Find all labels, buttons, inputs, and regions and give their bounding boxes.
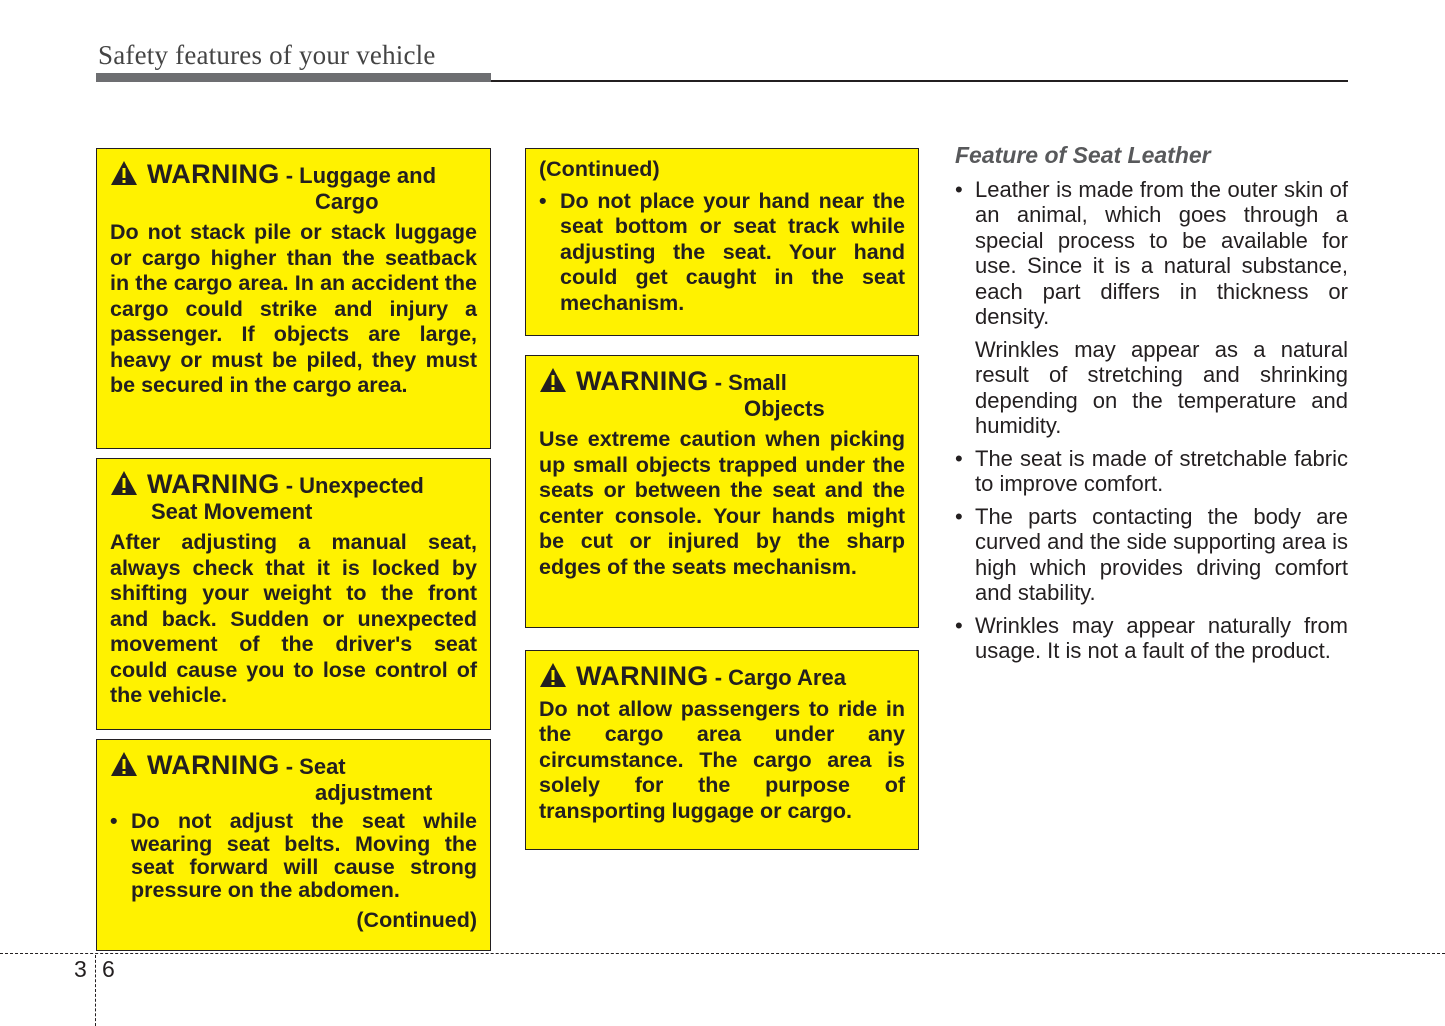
warning-luggage-cargo bbox=[96, 148, 491, 449]
page-number: 6 bbox=[102, 956, 115, 982]
warning-triangle-icon bbox=[539, 367, 567, 393]
warning-cargo-area bbox=[525, 650, 919, 850]
warning-continued bbox=[525, 148, 919, 336]
warning-triangle-icon bbox=[539, 662, 567, 688]
footer-rule bbox=[0, 953, 1445, 954]
warning-body: Do not stack pile or stack luggage or cargo higher than the seatback in the cargo area. In an accident the cargo could strike and injury a passenger. If objects are large, heavy or must be piled, they must be secured in the cargo area. bbox=[110, 220, 477, 397]
paragraph: Wrinkles may appear as a natural result of stretching and shrinking depending on the temperature and humidity. bbox=[975, 336, 1348, 438]
bullet: • bbox=[955, 612, 963, 638]
warning-triangle-icon bbox=[110, 470, 138, 496]
warning-dash: - bbox=[279, 473, 300, 498]
warning-subject: Cargo Area bbox=[728, 665, 846, 690]
paragraph: Leather is made from the outer skin of an animal, which goes through a special process to be available for use. Since it is a natural substance, each part differs in thickness or density. bbox=[975, 176, 1348, 329]
feature-item-text: Wrinkles may appear naturally from usage. It is not a fault of the product. bbox=[975, 612, 1348, 663]
warning-subject-cont: adjustment bbox=[315, 779, 433, 805]
warning-title bbox=[110, 748, 477, 805]
warning-small-objects bbox=[525, 355, 919, 628]
warning-unexpected-seat-movement bbox=[96, 458, 491, 730]
continued-label: (Continued) bbox=[539, 157, 660, 181]
warning-subject: Small bbox=[728, 370, 787, 395]
warning-triangle-icon bbox=[110, 751, 138, 777]
feature-item-text: The seat is made of stretchable fabric to improve comfort. bbox=[975, 445, 1348, 496]
feature-title: Feature of Seat Leather bbox=[955, 142, 1211, 168]
warning-subject-cont: Objects bbox=[744, 395, 825, 421]
feature-item-text: The parts contacting the body are curved and the side supporting area is high which provides driving comfort and stability. bbox=[975, 503, 1349, 605]
warning-dash: - bbox=[279, 754, 300, 779]
feature-item bbox=[955, 613, 1348, 664]
warning-word: WARNING bbox=[576, 366, 709, 396]
warning-seat-adjustment bbox=[96, 739, 491, 951]
bullet: • bbox=[539, 188, 547, 213]
bullet-text: Do not adjust the seat while wearing seat belts. Moving the seat forward will cause strong pressure on the abdomen. bbox=[131, 809, 477, 902]
warning-dash: - bbox=[708, 370, 729, 395]
warning-triangle-icon bbox=[110, 160, 138, 186]
warning-subject: Seat bbox=[299, 754, 346, 779]
feature-item bbox=[955, 446, 1348, 497]
warning-word: WARNING bbox=[147, 469, 280, 499]
warning-title bbox=[110, 467, 477, 524]
warning-word: WARNING bbox=[576, 661, 709, 691]
warning-title bbox=[110, 157, 477, 214]
bullet: • bbox=[955, 176, 963, 202]
warning-bullet-item bbox=[539, 189, 905, 317]
feature-item bbox=[955, 504, 1348, 606]
feature-seat-leather bbox=[955, 143, 1348, 671]
warning-word: WARNING bbox=[147, 159, 280, 189]
warning-dash: - bbox=[708, 665, 729, 690]
bullet: • bbox=[955, 445, 963, 471]
header-rule bbox=[491, 80, 1348, 82]
warning-body: Do not allow passengers to ride in the cargo area under any circumstance. The cargo area is solely for the purpose of transporting luggage or cargo. bbox=[539, 696, 905, 823]
warning-title bbox=[539, 364, 905, 421]
feature-item bbox=[955, 177, 1348, 439]
header-bar bbox=[96, 73, 491, 82]
warning-subject: Unexpected bbox=[299, 473, 424, 498]
bullet: • bbox=[955, 503, 963, 529]
warning-word: WARNING bbox=[147, 750, 280, 780]
warning-dash: - bbox=[279, 163, 300, 188]
bullet-text: Do not place your hand near the seat bottom or seat track while adjusting the seat. Your hand could get caught in the seat mechanism. bbox=[560, 188, 905, 315]
footer-divider bbox=[95, 955, 96, 1026]
feature-item-text bbox=[975, 177, 1348, 439]
section-title: Safety features of your vehicle bbox=[98, 40, 436, 70]
warning-body: After adjusting a manual seat, always check that it is locked by shifting your weight to the front and back. Sudden or unexpected movement of the driver's seat could cause you to lose control of the vehicle. bbox=[110, 530, 477, 707]
continued-label: (Continued) bbox=[356, 908, 477, 932]
warning-title bbox=[539, 659, 905, 691]
warning-body: Use extreme caution when picking up small objects trapped under the seats or between the seat and the center console. Your hands might be cut or injured by the sharp edges of the seats mechanism. bbox=[539, 427, 905, 579]
warning-subject-cont: Cargo bbox=[315, 188, 379, 214]
warning-bullet-item bbox=[110, 810, 477, 902]
warning-subject-cont: Seat Movement bbox=[151, 498, 313, 524]
warning-subject: Luggage and bbox=[299, 163, 437, 188]
page-section-number: 3 bbox=[74, 956, 87, 982]
bullet: • bbox=[110, 809, 118, 833]
